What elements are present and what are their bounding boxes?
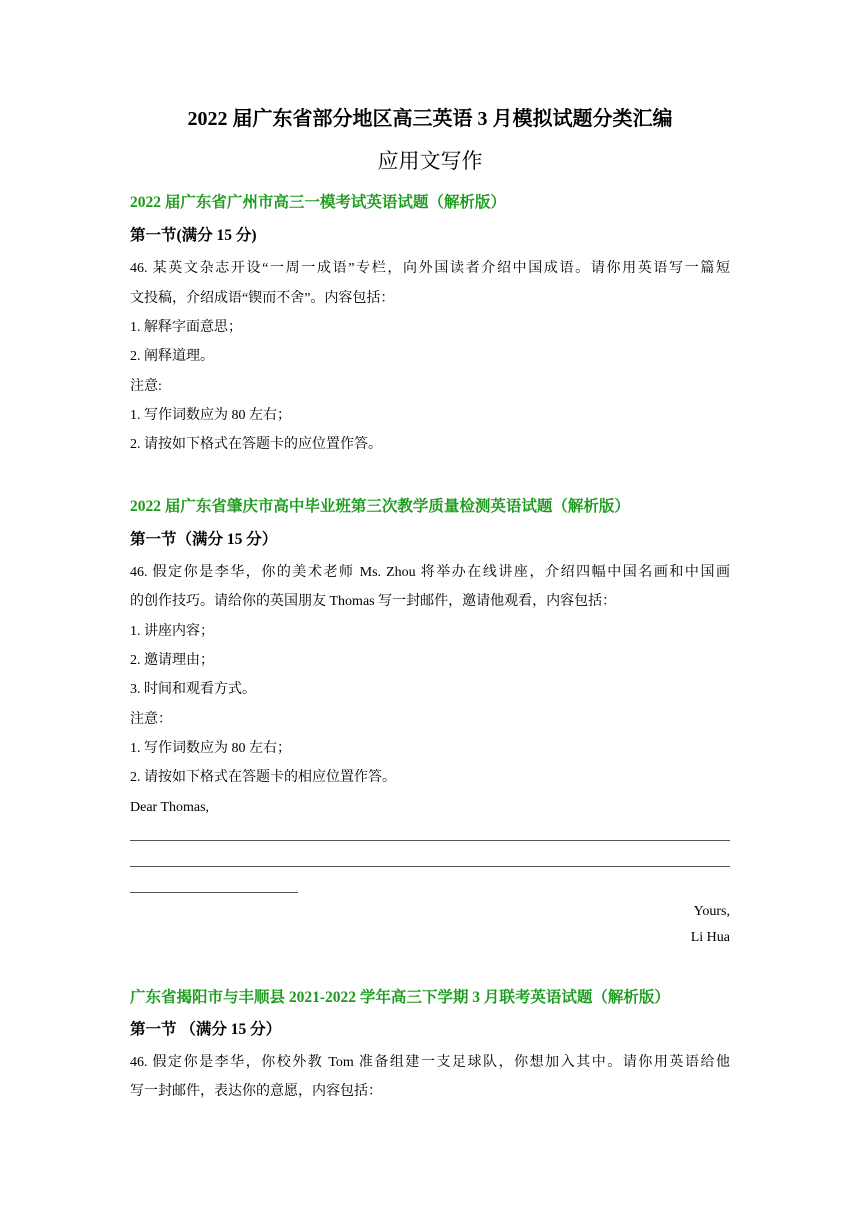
letter-signature: Li Hua <box>690 930 730 945</box>
content-point: 2. 邀请理由； <box>130 653 214 668</box>
document-subtitle: 应用文写作 <box>377 149 483 173</box>
section-source-title: 广东省揭阳市与丰顺县 2021-2022 学年高三下学期 3 月联考英语试题（解析版） <box>130 989 670 1006</box>
content-point: 3. 时间和观看方式。 <box>130 682 256 697</box>
section-part-heading: 第一节 （满分 15 分） <box>130 1021 282 1038</box>
answer-line <box>130 840 730 841</box>
prompt-line: 的创作技巧。请给你的英国朋友 Thomas 写一封邮件，邀请他观看，内容包括： <box>130 594 617 609</box>
notes-label: 注意: <box>130 379 162 394</box>
note-item: 2. 请按如下格式在答题卡的相应位置作答。 <box>130 770 396 785</box>
prompt-line: 写一封邮件，表达你的意愿，内容包括： <box>130 1084 382 1099</box>
prompt-line: 46. 某英文杂志开设“一周一成语”专栏，向外国读者介绍中国成语。请你用英语写一篇短 <box>130 261 730 276</box>
answer-line <box>130 892 298 893</box>
content-point: 1. 解释字面意思； <box>130 320 242 335</box>
note-item: 2. 请按如下格式在答题卡的应位置作答。 <box>130 437 382 452</box>
prompt-line: 46. 假定你是李华，你的美术老师 Ms. Zhou 将举办在线讲座，介绍四幅中国名画和中国画 <box>130 565 730 580</box>
content-point: 2. 阐释道理。 <box>130 349 214 364</box>
prompt-line: 46. 假定你是李华，你校外教 Tom 准备组建一支足球队，你想加入其中。请你用英语给他 <box>130 1055 730 1070</box>
letter-greeting: Dear Thomas, <box>130 800 210 815</box>
content-point: 1. 讲座内容； <box>130 624 214 639</box>
answer-line <box>130 866 730 867</box>
prompt-line: 文投稿，介绍成语“锲而不舍”。内容包括： <box>130 291 395 306</box>
note-item: 1. 写作词数应为 80 左右； <box>130 408 291 423</box>
document-title: 2022 届广东省部分地区高三英语 3 月模拟试题分类汇编 <box>187 108 673 130</box>
section-source-title: 2022 届广东省广州市高三一模考试英语试题（解析版） <box>130 194 506 211</box>
notes-label: 注意： <box>130 712 172 727</box>
letter-closing: Yours, <box>693 904 730 919</box>
section-part-heading: 第一节（满分 15 分） <box>130 531 278 548</box>
section-source-title: 2022 届广东省肇庆市高中毕业班第三次教学质量检测英语试题（解析版） <box>130 498 630 515</box>
note-item: 1. 写作词数应为 80 左右； <box>130 741 291 756</box>
section-part-heading: 第一节(满分 15 分) <box>130 227 257 244</box>
document-page <box>130 0 730 1216</box>
